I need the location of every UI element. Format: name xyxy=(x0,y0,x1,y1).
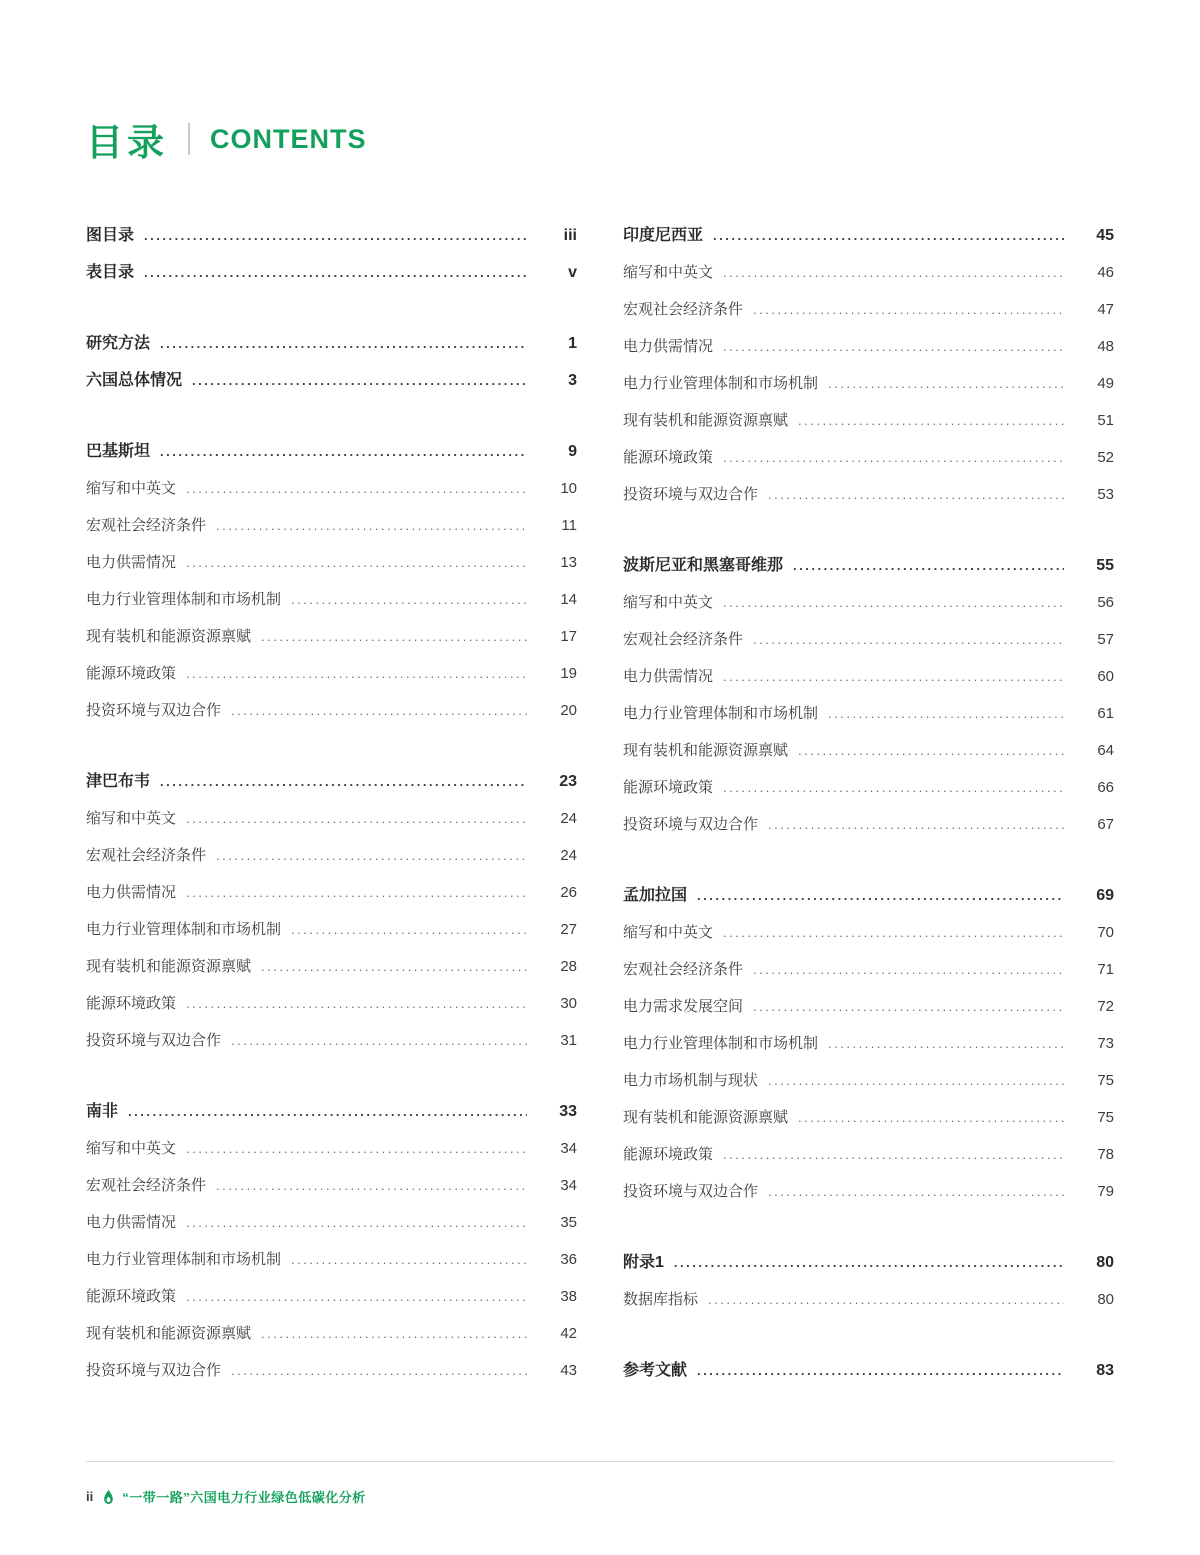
toc-sub-entry xyxy=(623,1282,1114,1319)
header-divider xyxy=(188,123,190,155)
dot-leader xyxy=(216,515,527,537)
dot-leader xyxy=(186,993,527,1015)
dot-leader xyxy=(723,447,1064,469)
toc-sub-entry xyxy=(86,1023,577,1060)
toc-entry-label: 电力行业管理体制和市场机制 xyxy=(623,705,819,722)
toc-sub-entry xyxy=(623,585,1114,622)
toc-sub-entry xyxy=(86,656,577,693)
toc-entry-page: 69 xyxy=(1096,887,1114,904)
toc-entry-label: 印度尼西亚 xyxy=(623,227,704,244)
toc-entry-page: 51 xyxy=(1097,412,1114,429)
toc-entry-label: 现有装机和能源资源禀赋 xyxy=(86,628,252,645)
dot-leader xyxy=(768,484,1064,506)
dot-leader xyxy=(753,629,1064,651)
toc-sub-entry xyxy=(86,508,577,545)
toc-section-entry xyxy=(623,1245,1114,1282)
toc-sub-entry xyxy=(86,1205,577,1242)
toc-entry-label: 图目录 xyxy=(86,227,135,244)
toc-entry-page: 27 xyxy=(560,921,577,938)
toc-sub-entry xyxy=(623,696,1114,733)
toc-section-entry xyxy=(623,218,1114,255)
toc-sub-entry xyxy=(86,471,577,508)
dot-leader xyxy=(723,922,1064,944)
dot-leader xyxy=(723,336,1064,358)
toc-sub-entry xyxy=(86,1131,577,1168)
toc-entry-page: v xyxy=(568,264,577,281)
toc-entry-page: 34 xyxy=(560,1140,577,1157)
toc-entry-label: 能源环境政策 xyxy=(623,779,714,796)
toc-sub-entry xyxy=(623,1100,1114,1137)
dot-leader xyxy=(186,478,527,500)
toc-entry-label: 表目录 xyxy=(86,264,135,281)
toc-sub-entry xyxy=(623,329,1114,366)
toc-entry-label: 投资环境与双边合作 xyxy=(623,486,759,503)
dot-leader xyxy=(713,225,1064,247)
dot-leader xyxy=(674,1252,1064,1274)
toc-section-entry xyxy=(86,255,577,292)
toc-entry-page: 42 xyxy=(560,1325,577,1342)
toc-entry-label: 参考文献 xyxy=(623,1362,688,1379)
toc-entry-page: 72 xyxy=(1097,998,1114,1015)
toc-entry-page: 64 xyxy=(1097,742,1114,759)
dot-leader xyxy=(291,919,527,941)
toc-entry-label: 六国总体情况 xyxy=(86,372,183,389)
toc-title-en: CONTENTS xyxy=(210,123,367,154)
toc-sub-entry xyxy=(623,989,1114,1026)
toc-entry-label: 宏观社会经济条件 xyxy=(86,1177,207,1194)
dot-leader xyxy=(160,333,527,355)
toc-entry-page: 52 xyxy=(1097,449,1114,466)
toc-entry-label: 能源环境政策 xyxy=(86,665,177,682)
dot-leader xyxy=(753,996,1064,1018)
toc-sub-entry xyxy=(86,875,577,912)
toc-entry-page: 70 xyxy=(1097,924,1114,941)
toc-header xyxy=(86,112,1114,166)
toc-entry-page: 78 xyxy=(1097,1146,1114,1163)
toc-entry-label: 宏观社会经济条件 xyxy=(86,847,207,864)
dot-leader xyxy=(216,845,527,867)
toc-entry-page: 49 xyxy=(1097,375,1114,392)
toc-entry-page: 3 xyxy=(568,372,577,389)
toc-entry-page: 75 xyxy=(1097,1109,1114,1126)
toc-entry-label: 能源环境政策 xyxy=(623,1146,714,1163)
dot-leader xyxy=(793,555,1064,577)
toc-entry-label: 电力行业管理体制和市场机制 xyxy=(86,921,282,938)
dot-leader xyxy=(261,1323,527,1345)
toc-entry-label: 缩写和中英文 xyxy=(86,480,177,497)
toc-sub-entry xyxy=(86,693,577,730)
dot-leader xyxy=(798,1107,1064,1129)
toc-section-entry xyxy=(86,363,577,400)
dot-leader xyxy=(186,663,527,685)
toc-entry-page: 80 xyxy=(1097,1291,1114,1308)
toc-entry-label: 缩写和中英文 xyxy=(623,594,714,611)
toc-entry-label: 现有装机和能源资源禀赋 xyxy=(623,742,789,759)
toc-entry-page: 83 xyxy=(1096,1362,1114,1379)
dot-leader xyxy=(828,373,1064,395)
toc-entry-label: 宏观社会经济条件 xyxy=(623,631,744,648)
dot-leader xyxy=(828,1033,1064,1055)
toc-section-entry xyxy=(86,434,577,471)
toc-entry-label: 现有装机和能源资源禀赋 xyxy=(86,958,252,975)
toc-entry-label: 南非 xyxy=(86,1103,119,1120)
toc-sub-entry xyxy=(623,403,1114,440)
dot-leader xyxy=(192,370,527,392)
toc-section-entry xyxy=(86,326,577,363)
toc-entry-label: 巴基斯坦 xyxy=(86,443,151,460)
toc-section-entry xyxy=(86,218,577,255)
toc-entry-label: 投资环境与双边合作 xyxy=(623,816,759,833)
toc-sub-entry xyxy=(623,952,1114,989)
toc-entry-page: 48 xyxy=(1097,338,1114,355)
toc-entry-page: 28 xyxy=(560,958,577,975)
toc-entry-page: 66 xyxy=(1097,779,1114,796)
toc-sub-entry xyxy=(623,622,1114,659)
dot-leader xyxy=(144,262,527,284)
toc-entry-label: 投资环境与双边合作 xyxy=(623,1183,759,1200)
toc-sub-entry xyxy=(86,1279,577,1316)
dot-leader xyxy=(753,959,1064,981)
dot-leader xyxy=(723,1144,1064,1166)
toc-entry-label: 孟加拉国 xyxy=(623,887,688,904)
toc-section-entry xyxy=(623,548,1114,585)
dot-leader xyxy=(828,703,1064,725)
dot-leader xyxy=(186,552,527,574)
toc-entry-page: 47 xyxy=(1097,301,1114,318)
dot-leader xyxy=(231,1360,527,1382)
toc-entry-label: 宏观社会经济条件 xyxy=(623,961,744,978)
dot-leader xyxy=(261,956,527,978)
dot-leader xyxy=(708,1289,1064,1311)
toc-sub-entry xyxy=(86,582,577,619)
dot-leader xyxy=(697,1360,1064,1382)
toc-entry-label: 能源环境政策 xyxy=(86,1288,177,1305)
toc-entry-label: 津巴布韦 xyxy=(86,773,151,790)
toc-entry-label: 研究方法 xyxy=(86,335,151,352)
toc-entry-label: 电力供需情况 xyxy=(623,668,714,685)
toc-entry-page: 20 xyxy=(560,702,577,719)
dot-leader xyxy=(231,1030,527,1052)
toc-sub-entry xyxy=(86,1353,577,1390)
toc-entry-page: 46 xyxy=(1097,264,1114,281)
toc-entry-label: 波斯尼亚和黑塞哥维那 xyxy=(623,557,784,574)
toc-sub-entry xyxy=(86,801,577,838)
dot-leader xyxy=(128,1101,527,1123)
toc-entry-page: 79 xyxy=(1097,1183,1114,1200)
toc-entry-page: 53 xyxy=(1097,486,1114,503)
toc-entry-label: 缩写和中英文 xyxy=(86,810,177,827)
toc-entry-page: iii xyxy=(563,227,577,244)
toc-sub-entry xyxy=(623,255,1114,292)
dot-leader xyxy=(753,299,1064,321)
toc-entry-label: 能源环境政策 xyxy=(623,449,714,466)
toc-sub-entry xyxy=(86,1242,577,1279)
toc-sub-entry xyxy=(623,1026,1114,1063)
toc-entry-page: 75 xyxy=(1097,1072,1114,1089)
toc-entry-label: 能源环境政策 xyxy=(86,995,177,1012)
dot-leader xyxy=(291,589,527,611)
footer-report-title: “一带一路”六国电力行业绿色低碳化分析 xyxy=(122,1490,366,1505)
toc-sub-entry xyxy=(623,366,1114,403)
toc-entry-label: 投资环境与双边合作 xyxy=(86,702,222,719)
toc-entry-label: 电力行业管理体制和市场机制 xyxy=(86,1251,282,1268)
toc-entry-page: 14 xyxy=(560,591,577,608)
toc-section-entry xyxy=(623,1353,1114,1390)
toc-section-entry xyxy=(623,878,1114,915)
toc-entry-page: 55 xyxy=(1096,557,1114,574)
toc-entry-page: 24 xyxy=(560,810,577,827)
dot-leader xyxy=(768,1181,1064,1203)
toc-entry-page: 34 xyxy=(560,1177,577,1194)
dot-leader xyxy=(723,592,1064,614)
toc-entry-label: 缩写和中英文 xyxy=(623,264,714,281)
toc-entry-page: 1 xyxy=(568,335,577,352)
dot-leader xyxy=(186,1138,527,1160)
toc-sub-entry xyxy=(623,807,1114,844)
toc-entry-label: 投资环境与双边合作 xyxy=(86,1032,222,1049)
toc-entry-page: 13 xyxy=(560,554,577,571)
toc-entry-label: 电力供需情况 xyxy=(86,554,177,571)
toc-entry-page: 31 xyxy=(560,1032,577,1049)
toc-sub-entry xyxy=(623,770,1114,807)
toc-sub-entry xyxy=(86,949,577,986)
dot-leader xyxy=(261,626,527,648)
toc-entry-page: 9 xyxy=(568,443,577,460)
toc-entry-label: 电力需求发展空间 xyxy=(623,998,744,1015)
toc-entry-page: 57 xyxy=(1097,631,1114,648)
toc-entry-label: 缩写和中英文 xyxy=(86,1140,177,1157)
toc-entry-page: 26 xyxy=(560,884,577,901)
dot-leader xyxy=(160,771,527,793)
toc-entry-label: 电力行业管理体制和市场机制 xyxy=(623,1035,819,1052)
footer-page-number: ii xyxy=(86,1489,94,1504)
toc-sub-entry xyxy=(86,619,577,656)
toc-entry-label: 现有装机和能源资源禀赋 xyxy=(86,1325,252,1342)
footer-divider-line xyxy=(86,1461,1114,1462)
toc-entry-page: 56 xyxy=(1097,594,1114,611)
toc-section-entry xyxy=(86,1094,577,1131)
toc-entry-page: 61 xyxy=(1097,705,1114,722)
toc-sub-entry xyxy=(86,838,577,875)
toc-column-left xyxy=(86,218,577,1390)
toc-entry-page: 36 xyxy=(560,1251,577,1268)
dot-leader xyxy=(723,777,1064,799)
toc-sub-entry xyxy=(623,1137,1114,1174)
toc-sub-entry xyxy=(623,733,1114,770)
toc-sub-entry xyxy=(623,440,1114,477)
toc-entry-page: 24 xyxy=(560,847,577,864)
dot-leader xyxy=(231,700,527,722)
page-footer xyxy=(86,1487,366,1506)
toc-entry-page: 67 xyxy=(1097,816,1114,833)
toc-entry-label: 现有装机和能源资源禀赋 xyxy=(623,1109,789,1126)
toc-sub-entry xyxy=(623,915,1114,952)
toc-entry-page: 19 xyxy=(560,665,577,682)
toc-entry-page: 73 xyxy=(1097,1035,1114,1052)
toc-sub-entry xyxy=(623,1063,1114,1100)
toc-entry-label: 附录1 xyxy=(623,1254,664,1271)
dot-leader xyxy=(216,1175,527,1197)
dot-leader xyxy=(186,1286,527,1308)
toc-entry-page: 30 xyxy=(560,995,577,1012)
dot-leader xyxy=(798,410,1064,432)
toc-sub-entry xyxy=(623,477,1114,514)
toc-entry-label: 数据库指标 xyxy=(623,1291,699,1308)
toc-entry-label: 缩写和中英文 xyxy=(623,924,714,941)
toc-entry-page: 11 xyxy=(561,517,577,534)
toc-entry-label: 宏观社会经济条件 xyxy=(86,517,207,534)
toc-sub-entry xyxy=(623,659,1114,696)
dot-leader xyxy=(768,814,1064,836)
toc-entry-page: 17 xyxy=(560,628,577,645)
dot-leader xyxy=(144,225,527,247)
toc-grid xyxy=(86,218,1114,1390)
dot-leader xyxy=(186,1212,527,1234)
toc-sub-entry xyxy=(623,292,1114,329)
toc-entry-label: 电力市场机制与现状 xyxy=(623,1072,759,1089)
toc-sub-entry xyxy=(86,912,577,949)
toc-entry-page: 33 xyxy=(559,1103,577,1120)
toc-entry-label: 宏观社会经济条件 xyxy=(623,301,744,318)
dot-leader xyxy=(697,885,1064,907)
toc-entry-page: 60 xyxy=(1097,668,1114,685)
toc-sub-entry xyxy=(623,1174,1114,1211)
dot-leader xyxy=(186,808,527,830)
toc-sub-entry xyxy=(86,1316,577,1353)
dot-leader xyxy=(798,740,1064,762)
toc-entry-page: 43 xyxy=(560,1362,577,1379)
toc-entry-label: 电力供需情况 xyxy=(86,1214,177,1231)
toc-entry-label: 投资环境与双边合作 xyxy=(86,1362,222,1379)
dot-leader xyxy=(291,1249,527,1271)
dot-leader xyxy=(160,441,527,463)
toc-sub-entry xyxy=(86,1168,577,1205)
toc-entry-page: 35 xyxy=(560,1214,577,1231)
toc-column-right xyxy=(623,218,1114,1390)
dot-leader xyxy=(768,1070,1064,1092)
toc-entry-page: 80 xyxy=(1096,1254,1114,1271)
toc-entry-page: 71 xyxy=(1097,961,1114,978)
flame-icon xyxy=(102,1489,115,1505)
toc-entry-label: 电力行业管理体制和市场机制 xyxy=(623,375,819,392)
toc-entry-label: 电力行业管理体制和市场机制 xyxy=(86,591,282,608)
toc-sub-entry xyxy=(86,986,577,1023)
toc-entry-page: 38 xyxy=(560,1288,577,1305)
toc-entry-page: 10 xyxy=(560,480,577,497)
dot-leader xyxy=(723,262,1064,284)
toc-entry-page: 23 xyxy=(559,773,577,790)
dot-leader xyxy=(186,882,527,904)
dot-leader xyxy=(723,666,1064,688)
toc-sub-entry xyxy=(86,545,577,582)
toc-entry-page: 45 xyxy=(1096,227,1114,244)
toc-entry-label: 电力供需情况 xyxy=(623,338,714,355)
toc-title-zh: 目录 xyxy=(86,122,168,163)
toc-entry-label: 电力供需情况 xyxy=(86,884,177,901)
toc-entry-label: 现有装机和能源资源禀赋 xyxy=(623,412,789,429)
toc-section-entry xyxy=(86,764,577,801)
